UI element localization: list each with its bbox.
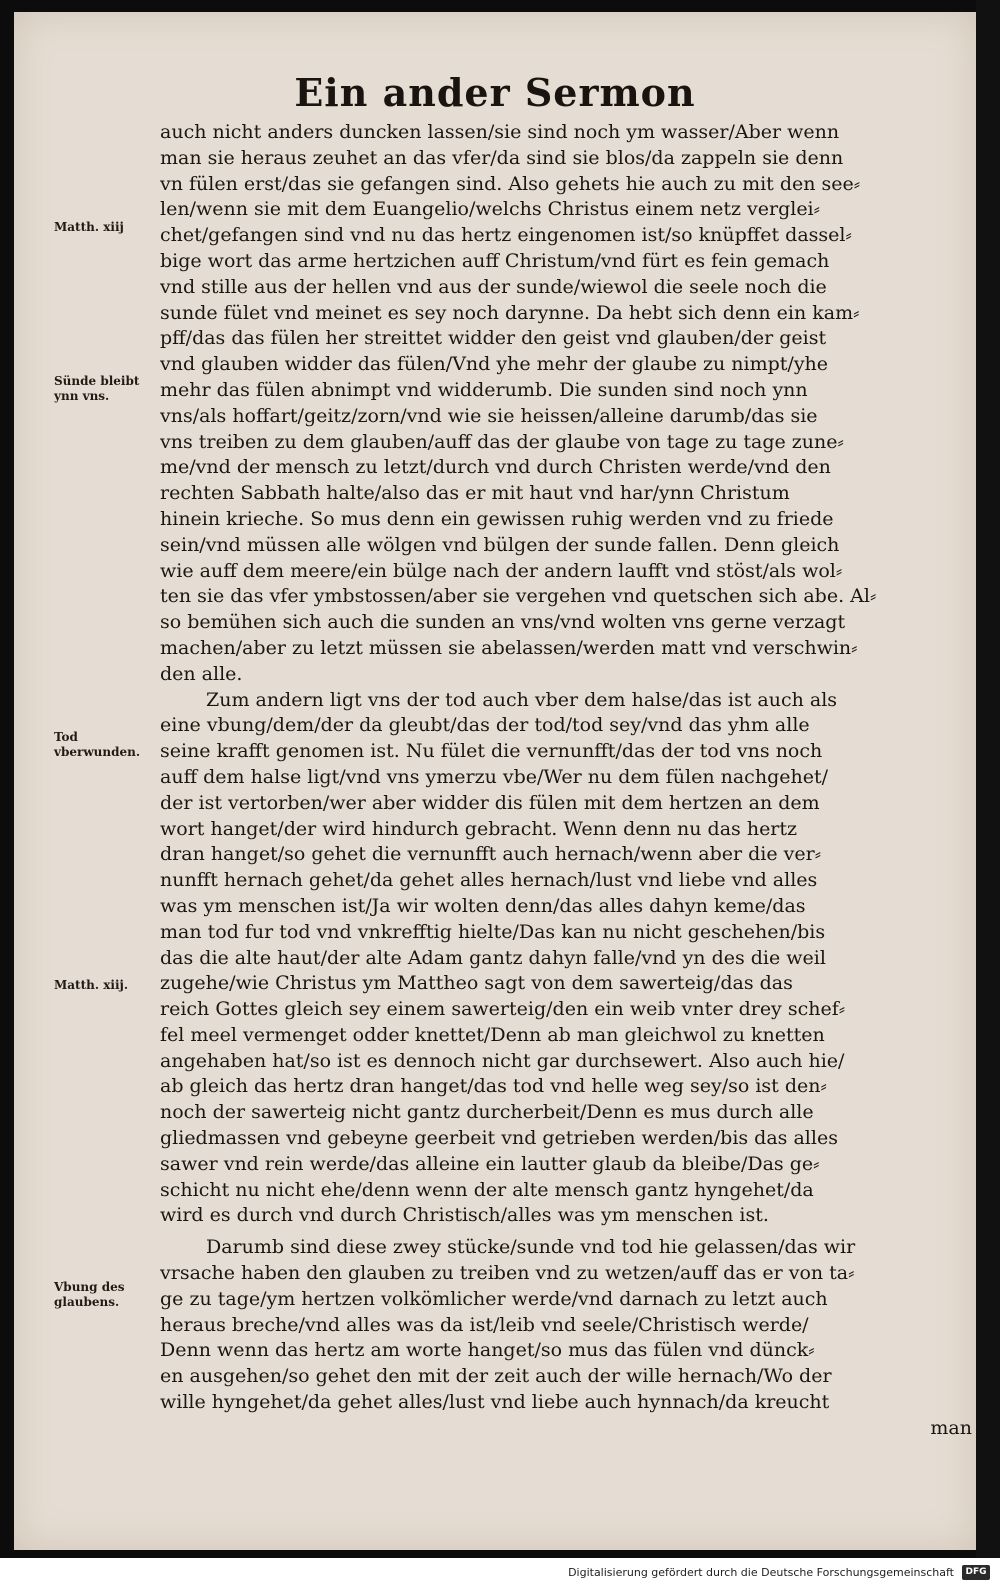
text-line: wird es durch vnd durch Christisch/alles was ym menschen ist. xyxy=(160,1204,769,1227)
margin-note: Vbung des glaubens. xyxy=(54,1280,125,1309)
text-line: wie auff dem meere/ein bülge nach der andern laufft vnd stöst/als wol⸗ xyxy=(160,559,843,582)
text-line: Denn wenn das hertz am worte hanget/so mus das fülen vnd dünck⸗ xyxy=(160,1339,815,1362)
text-line: was ym menschen ist/Ja wir wolten denn/das alles dahyn keme/das xyxy=(160,894,806,917)
text-line: rechten Sabbath halte/also das er mit haut vnd har/ynn Christum xyxy=(160,482,790,505)
text-line: hinein krieche. So mus denn ein gewissen ruhig werden vnd zu friede xyxy=(160,507,834,530)
margin-note: Matth. xiij xyxy=(54,220,124,234)
text-line: vn fülen erst/das sie gefangen sind. Also gehets hie auch zu mit den see⸗ xyxy=(160,172,861,195)
text-line: Darumb sind diese zwey stücke/sunde vnd tod hie gelassen/das wir xyxy=(206,1236,856,1259)
text-line: vrsache haben den glauben zu treiben vnd zu wetzen/auff das er von ta⸗ xyxy=(160,1262,855,1285)
text-line: auch nicht anders duncken lassen/sie sind noch ym wasser/Aber wenn xyxy=(160,121,840,143)
text-line: schicht nu nicht ehe/denn wenn der alte mensch gantz hyngehet/da xyxy=(160,1178,814,1201)
text-line: das die alte haut/der alte Adam gantz dahyn falle/vnd yn des die weil xyxy=(160,946,826,969)
text-line: so bemühen sich auch die sunden an vns/vnd wolten vns gerne verzagt xyxy=(160,611,846,634)
footer-bar xyxy=(0,1558,1000,1590)
text-line: vns treiben zu dem glauben/auff das der glaube von tage zu tage zune⸗ xyxy=(160,430,844,453)
text-line: Zum andern ligt vns der tod auch vber dem halse/das ist auch als xyxy=(206,688,838,711)
text-line: ten sie das vfer ymbstossen/aber sie vergehen vnd quetschen sich abe. Al⸗ xyxy=(160,585,877,608)
text-line: angehaben hat/so ist es dennoch nicht gar durchsewert. Also auch hie/ xyxy=(160,1049,845,1072)
text-line: len/wenn sie mit dem Euangelio/welchs Christus einem netz verglei⸗ xyxy=(160,198,820,221)
text-line: man tod fur tod vnd vnkrefftig hielte/Das kan nu nicht geschehen/bis xyxy=(160,920,826,943)
text-line: heraus breche/vnd alles was da ist/leib vnd seele/Christisch werde/ xyxy=(160,1313,809,1336)
text-line: noch der sawerteig nicht gantz durcherbeit/Denn es mus durch alle xyxy=(160,1101,814,1124)
margin-note: Sünde bleibt ynn vns. xyxy=(54,374,140,403)
text-line: fel meel vermenget odder knettet/Denn ab man gleichwol zu knetten xyxy=(160,1023,825,1046)
text-line: chet/gefangen sind vnd nu das hertz eingenomen ist/so knüpffet dassel⸗ xyxy=(160,224,852,247)
text-line: ge zu tage/ym hertzen volkömlicher werde/vnd darnach zu letzt auch xyxy=(160,1287,828,1310)
book-page xyxy=(14,12,976,1550)
text-line: wille hyngehet/da gehet alles/lust vnd liebe auch hynnach/da kreucht xyxy=(160,1391,830,1414)
margin-note: Matth. xiij. xyxy=(54,978,129,992)
sermon-text xyxy=(160,120,972,1442)
text-line: eine vbung/dem/der da gleubt/das der tod/tod sey/vnd das yhm alle xyxy=(160,714,810,737)
text-line: zugehe/wie Christus ym Mattheo sagt von dem sawerteig/das das xyxy=(160,972,793,995)
text-line: der ist vertorben/wer aber widder dis fülen mit dem hertzen an dem xyxy=(160,791,820,814)
text-line: man sie heraus zeuhet an das vfer/da sind sie blos/da zappeln sie denn xyxy=(160,146,844,169)
text-line: ab gleich das hertz dran hanget/das tod vnd helle weg sey/so ist den⸗ xyxy=(160,1075,827,1098)
text-line: seine krafft genomen ist. Nu fület die vernunfft/das der tod vns noch xyxy=(160,740,823,763)
text-line: auff dem halse ligt/vnd vns ymerzu vbe/Wer nu dem fülen nachgehet/ xyxy=(160,765,828,788)
text-line: machen/aber zu letzt müssen sie abelassen/werden matt vnd verschwin⸗ xyxy=(160,636,858,659)
text-line: me/vnd der mensch zu letzt/durch vnd durch Christen werde/vnd den xyxy=(160,456,831,479)
text-line: en ausgehen/so gehet den mit der zeit auch der wille hernach/Wo der xyxy=(160,1365,832,1388)
dfg-logo-icon: DFG xyxy=(962,1565,990,1580)
text-line: pff/das das fülen her streittet widder den geist vnd glauben/der geist xyxy=(160,327,827,350)
text-line: gliedmassen vnd gebeyne geerbeit vnd getrieben werden/bis das alles xyxy=(160,1127,838,1150)
text-line: vns/als hoffart/geitz/zorn/vnd wie sie heissen/alleine darumb/das sie xyxy=(160,404,818,427)
text-line: dran hanget/so gehet die vernunfft auch hernach/wenn aber die ver⸗ xyxy=(160,843,822,866)
text-line: mehr das fülen abnimpt vnd widderumb. Die sunden sind noch ynn xyxy=(160,378,808,401)
text-line: sawer vnd rein werde/das alleine ein lautter glaub da bleibe/Das ge⸗ xyxy=(160,1152,820,1175)
funding-credit: Digitalisierung gefördert durch die Deutsche Forschungsgemeinschaft xyxy=(568,1566,954,1579)
running-header: Ein ander Sermon xyxy=(294,70,696,115)
text-line: den alle. xyxy=(160,662,243,685)
text-line: bige wort das arme hertzichen auff Christum/vnd fürt es fein gemach xyxy=(160,249,830,272)
catchword: man xyxy=(930,1416,972,1439)
scan-border xyxy=(976,0,1000,1560)
text-line: vnd glauben widder das fülen/Vnd yhe mehr der glaube zu nimpt/yhe xyxy=(160,353,829,376)
margin-note: Tod vberwunden. xyxy=(54,730,141,759)
text-line: sunde fület vnd meinet es sey noch darynne. Da hebt sich denn ein kam⸗ xyxy=(160,301,860,324)
text-line: vnd stille aus der hellen vnd aus der sunde/wiewol die seele noch die xyxy=(160,275,827,298)
text-line: reich Gottes gleich sey einem sawerteig/den ein weib vnter drey schef⸗ xyxy=(160,998,846,1021)
text-line: sein/vnd müssen alle wölgen vnd bülgen der sunde fallen. Denn gleich xyxy=(160,533,840,556)
text-line: wort hanget/der wird hindurch gebracht. Wenn denn nu das hertz xyxy=(160,817,798,840)
text-line: nunfft hernach gehet/da gehet alles hernach/lust vnd liebe vnd alles xyxy=(160,869,818,892)
